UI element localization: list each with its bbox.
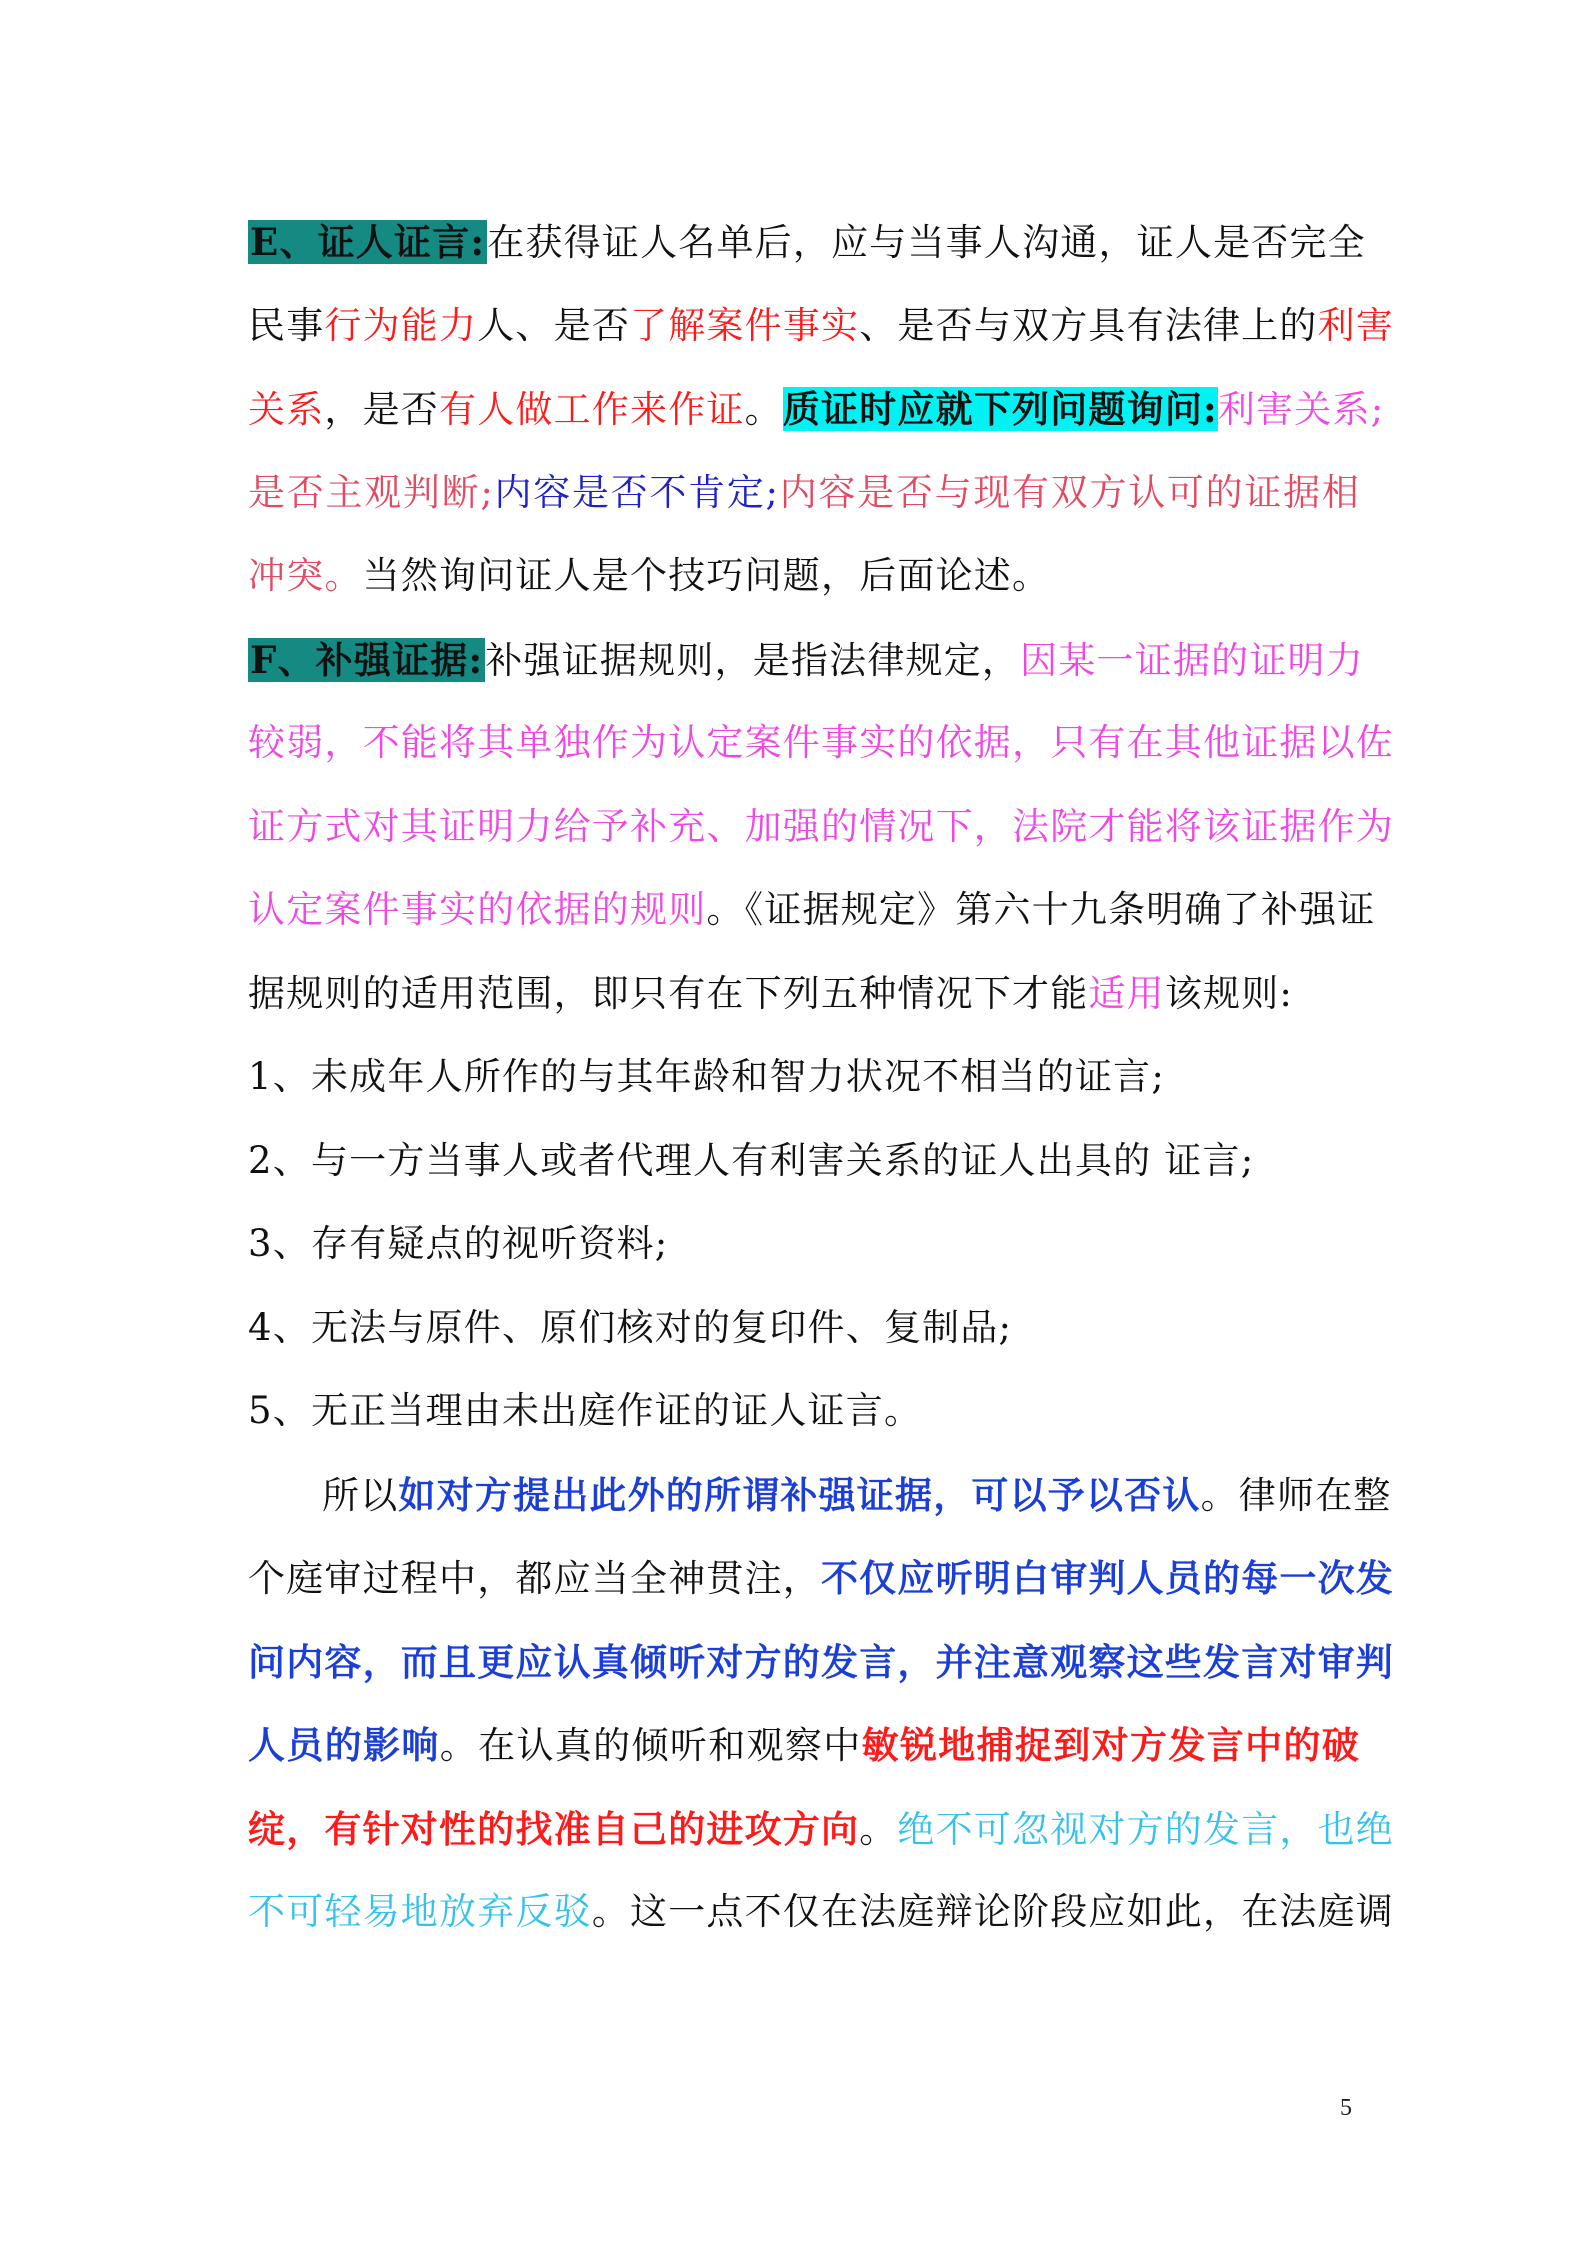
section-e-line-5	[248, 542, 1360, 626]
page-number: 5	[1340, 2095, 1352, 2121]
section-f-heading: F、补强证据:	[250, 637, 484, 682]
blue-text: 问内容，而且更应认真倾听对方的发言，并注意观察这些发言对审判	[248, 1639, 1394, 1684]
pinkred-text: 是否主观判断;	[248, 470, 494, 514]
paragraph-line-4	[248, 1711, 1360, 1795]
section-e-line-3	[248, 375, 1385, 459]
highlight-red-text: 绽，有针对性的找准自己的进攻方向	[248, 1806, 860, 1851]
list-item: 4、无法与原件、原们核对的复印件、复制品;	[248, 1305, 1013, 1349]
list-item: 3、存有疑点的视听资料;	[248, 1222, 669, 1265]
text-span: 个庭审过程中，都应当全神贯注，	[248, 1557, 821, 1600]
text-span: 、是否与双方具有法律上的	[859, 303, 1318, 347]
blue-text: 内容是否不肯定;	[493, 470, 780, 514]
text-span: 民事	[248, 303, 325, 347]
blue-text: 如对方提出此外的所谓补强证据，可以予以否认	[398, 1472, 1201, 1517]
section-e-line-4	[248, 459, 1360, 543]
text-span: 据规则的适用范围，即只有在下列五种情况下才能	[248, 971, 1089, 1015]
highlight-red-text: 行为能力	[324, 303, 478, 347]
section-f-line-4	[248, 876, 1376, 960]
text-span: 补强证据规则，是指法律规定，	[485, 638, 1021, 682]
highlight-red-text: 利害	[1317, 303, 1395, 347]
highlight-red-text: 了解案件事实	[630, 303, 860, 347]
pinkred-text: 冲突。	[248, 554, 363, 597]
section-e-line-2	[248, 292, 1395, 376]
magenta-text: 证方式对其证明力给予补充、加强的情况下，法院才能将该证据作为	[248, 804, 1394, 848]
section-f-line-1	[248, 626, 1364, 710]
section-e-heading: E、证人证言:	[250, 220, 486, 264]
section-e-line-1	[248, 208, 1366, 292]
list-item: 5、无正当理由未出庭作证的证人证言。	[248, 1389, 923, 1432]
list-item: 2、与一方当事人或者代理人有利害关系的证人出具的 证言;	[248, 1138, 1255, 1182]
paragraph-line-1	[248, 1461, 1392, 1545]
text-span: 。在认真的倾听和观察中	[439, 1724, 862, 1767]
blue-text: 不仅应听明白审判人员的每一次发	[821, 1556, 1394, 1600]
text-span: 所以	[322, 1473, 399, 1517]
highlight-red-text: 敏锐地捕捉到对方发言中的破	[861, 1723, 1361, 1767]
light-blue-text: 不可轻易地放弃反驳	[248, 1890, 592, 1933]
magenta-text: 利害关系;	[1217, 388, 1385, 431]
paragraph-line-3	[248, 1628, 1394, 1712]
magenta-text: 认定案件事实的依据的规则	[248, 888, 707, 931]
paragraph-line-5	[248, 1795, 1395, 1879]
highlight-red-text: 有人做工作来作证	[439, 388, 745, 431]
blue-text: 人员的影响	[248, 1723, 440, 1767]
pinkred-text: 内容是否与现有双方认可的证据相	[779, 470, 1360, 514]
magenta-text: 适用	[1088, 971, 1165, 1015]
document-body	[248, 208, 1395, 1962]
text-span: 在获得证人名单后，应与当事人沟通，证人是否完全	[487, 221, 1366, 264]
text-span: 人、是否	[477, 303, 631, 347]
list-item: 1、未成年人所作的与其年龄和智力状况不相当的证言;	[248, 1055, 1166, 1098]
section-f-line-3	[248, 793, 1394, 877]
cyan-highlight-text: 质证时应就下列问题询问:	[782, 387, 1218, 431]
paragraph-line-6	[248, 1878, 1395, 1962]
highlight-red-text: 关系	[248, 388, 325, 431]
paragraph-line-2	[248, 1544, 1394, 1628]
text-span: 。律师在整	[1200, 1473, 1392, 1517]
text-span: 当然询问证人是个技巧问题，后面论述。	[362, 554, 1051, 597]
section-f-line-5	[248, 960, 1360, 1044]
light-blue-text: 绝不可忽视对方的发言，也绝	[897, 1807, 1395, 1851]
text-span: 。	[859, 1807, 898, 1851]
text-span: ，是否	[324, 388, 440, 431]
text-span: 该规则:	[1164, 971, 1294, 1015]
text-span: 。	[744, 388, 783, 431]
magenta-text: 较弱，不能将其单独作为认定案件事实的依据，只有在其他证据以佐	[248, 721, 1394, 764]
magenta-text: 因某一证据的证明力	[1020, 638, 1364, 682]
section-f-line-2	[248, 709, 1394, 793]
text-span: 。《证据规定》第六十九条明确了补强证	[706, 888, 1376, 931]
text-span: 。这一点不仅在法庭辩论阶段应如此，在法庭调	[591, 1890, 1395, 1933]
